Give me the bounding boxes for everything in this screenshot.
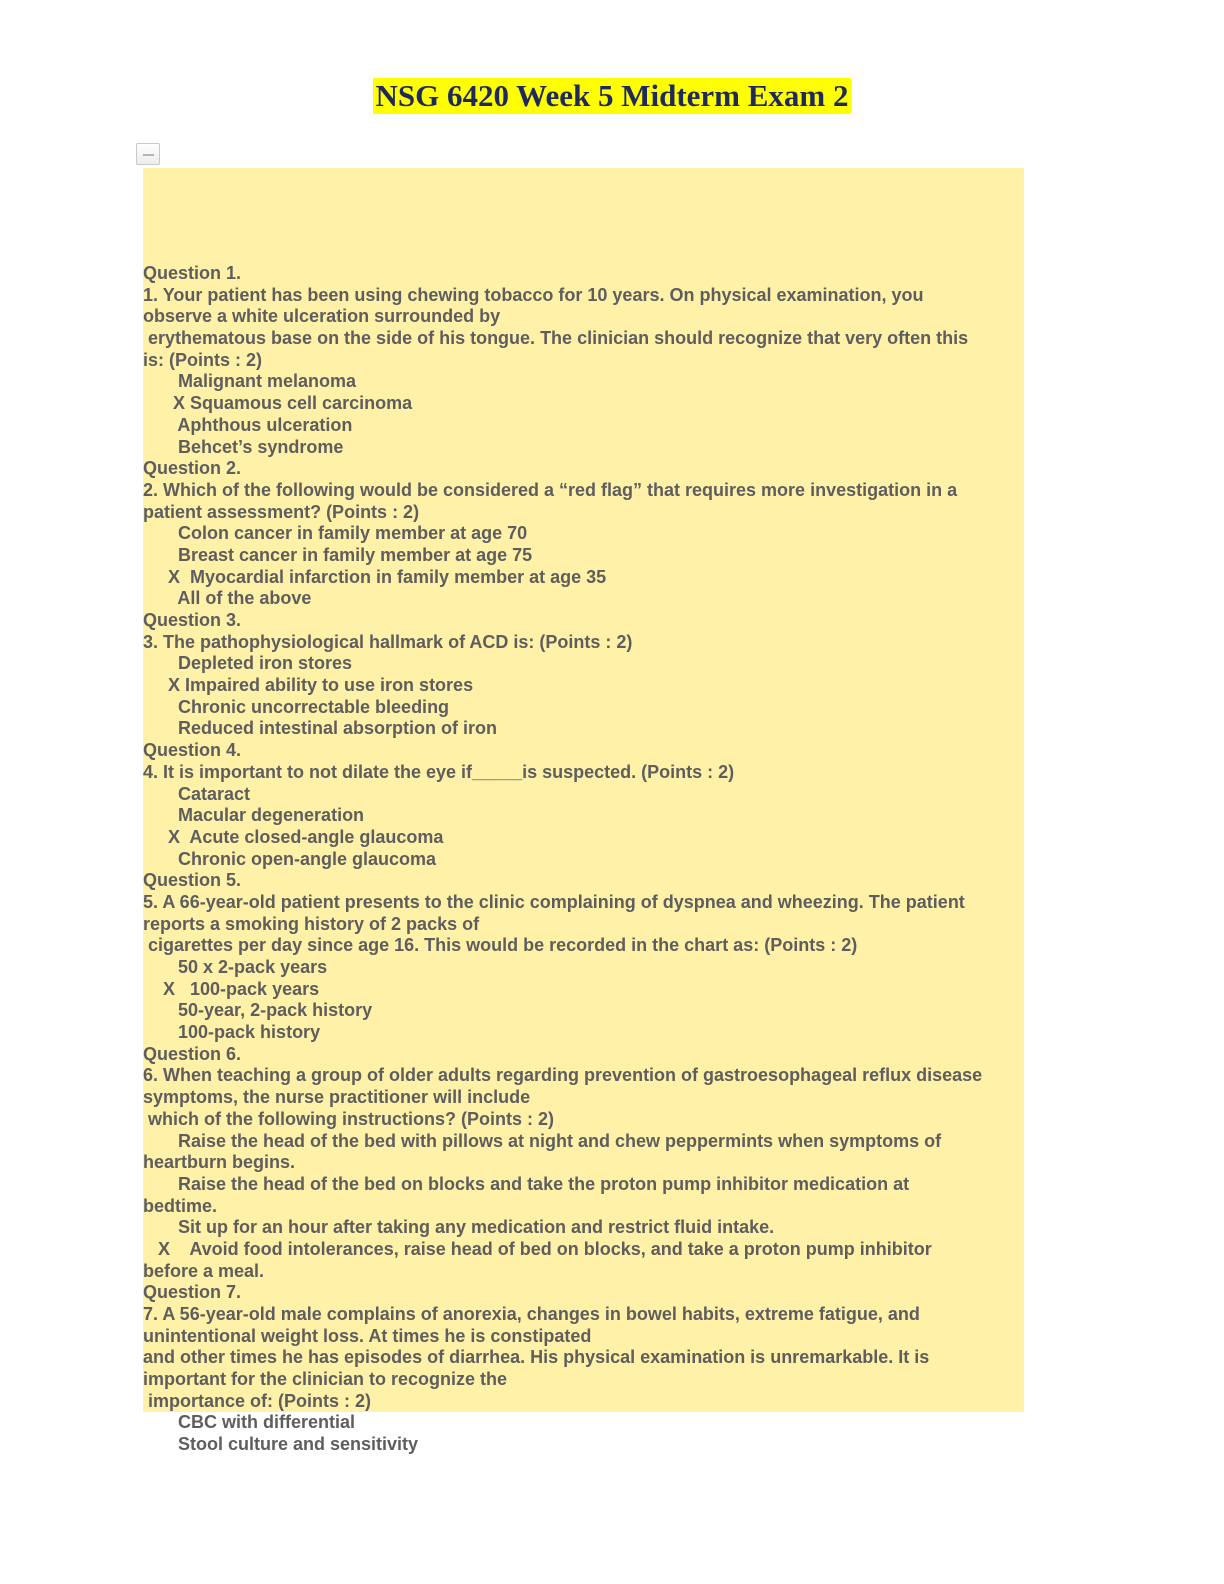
answer-option: Sit up for an hour after taking any medication and restrict fluid intake. [143, 1217, 775, 1238]
question-prompt-line: reports a smoking history of 2 packs of [143, 913, 480, 934]
question-block [143, 458, 1023, 610]
answer-option: Chronic uncorrectable bleeding [143, 696, 450, 717]
answer-option: before a meal. [143, 1260, 265, 1281]
title-container [0, 78, 1224, 114]
answer-option: X Acute closed-angle glaucoma [143, 826, 444, 847]
answer-option: Raise the head of the bed on blocks and take the proton pump inhibitor medication at [143, 1173, 910, 1194]
question-prompt-line: 4. It is important to not dilate the eye if_____is suspected. (Points : 2) [143, 761, 735, 782]
answer-option: 50-year, 2-pack history [143, 1000, 373, 1021]
question-prompt-line: cigarettes per day since age 16. This would be recorded in the chart as: (Points : 2) [143, 935, 858, 956]
question-prompt-line: 3. The pathophysiological hallmark of ACD is: (Points : 2) [143, 631, 633, 652]
question-prompt-line: 5. A 66-year-old patient presents to the clinic complaining of dyspnea and wheezing. The patient [143, 891, 965, 912]
answer-option: 100-pack history [143, 1022, 321, 1043]
answer-option: CBC with differential [143, 1412, 356, 1433]
question-prompt-line: 6. When teaching a group of older adults regarding prevention of gastroesophageal reflux disease [143, 1065, 983, 1086]
answer-option: Colon cancer in family member at age 70 [143, 523, 528, 544]
answer-option: Aphthous ulceration [143, 414, 353, 435]
answer-option: Behcet’s syndrome [143, 436, 344, 457]
question-block [143, 1044, 1023, 1283]
answer-option: All of the above [143, 588, 312, 609]
question-block [143, 610, 1023, 740]
question-prompt-line: unintentional weight loss. At times he is constipated [143, 1325, 592, 1346]
answer-option: Cataract [143, 783, 251, 804]
minus-icon [143, 154, 154, 156]
question-heading: Question 5. [143, 870, 242, 891]
question-heading: Question 7. [143, 1282, 242, 1303]
question-prompt-line: 7. A 56-year-old male complains of anorexia, changes in bowel habits, extreme fatigue, and [143, 1304, 920, 1324]
question-heading: Question 3. [143, 610, 242, 630]
answer-option: X Myocardial infarction in family member at age 35 [143, 566, 607, 587]
question-prompt-line: patient assessment? (Points : 2) [143, 501, 420, 522]
question-block [143, 1282, 1023, 1456]
question-heading: Question 4. [143, 740, 242, 761]
question-prompt-line: 2. Which of the following would be considered a “red flag” that requires more investigation in a [143, 479, 958, 500]
document-title: NSG 6420 Week 5 Midterm Exam 2 [375, 78, 849, 113]
question-list [143, 263, 1023, 1456]
question-prompt-line: symptoms, the nurse practitioner will include [143, 1087, 531, 1108]
answer-option: 50 x 2-pack years [143, 957, 328, 977]
question-heading: Question 2. [143, 458, 242, 479]
question-block [143, 870, 1023, 1044]
question-prompt-line: erythematous base on the side of his tongue. The clinician should recognize that very often this [143, 328, 969, 349]
answer-option: Reduced intestinal absorption of iron [143, 718, 498, 739]
answer-option: heartburn begins. [143, 1152, 296, 1173]
answer-option: Stool culture and sensitivity [143, 1434, 419, 1455]
question-prompt-line: is: (Points : 2) [143, 349, 263, 370]
answer-option: Breast cancer in family member at age 75 [143, 544, 533, 565]
answer-option: X Avoid food intolerances, raise head of bed on blocks, and take a proton pump inhibitor [143, 1238, 932, 1259]
answer-option: Macular degeneration [143, 805, 365, 826]
answer-option: X Squamous cell carcinoma [143, 393, 413, 414]
question-prompt-line: important for the clinician to recognize the [143, 1369, 508, 1390]
question-prompt-line: and other times he has episodes of diarrhea. His physical examination is unremarkable. It is [143, 1347, 930, 1368]
answer-option: X 100-pack years [143, 978, 320, 999]
answer-option: Raise the head of the bed with pillows at night and chew peppermints when symptoms of [143, 1130, 942, 1151]
answer-option: Chronic open-angle glaucoma [143, 848, 437, 869]
answer-option: Malignant melanoma [143, 371, 357, 392]
question-prompt-line: importance of: (Points : 2) [143, 1390, 372, 1411]
question-block [143, 740, 1023, 870]
answer-option: Depleted iron stores [143, 653, 353, 674]
question-heading: Question 6. [143, 1043, 242, 1064]
question-prompt-line: which of the following instructions? (Points : 2) [143, 1108, 554, 1129]
question-prompt-line: observe a white ulceration surrounded by [143, 306, 501, 327]
question-prompt-line: 1. Your patient has been using chewing tobacco for 10 years. On physical examination, you [143, 284, 924, 305]
collapse-button[interactable] [136, 143, 160, 165]
answer-option: bedtime. [143, 1195, 218, 1216]
answer-option: X Impaired ability to use iron stores [143, 675, 474, 696]
question-heading: Question 1. [143, 263, 242, 283]
question-block [143, 263, 1023, 458]
